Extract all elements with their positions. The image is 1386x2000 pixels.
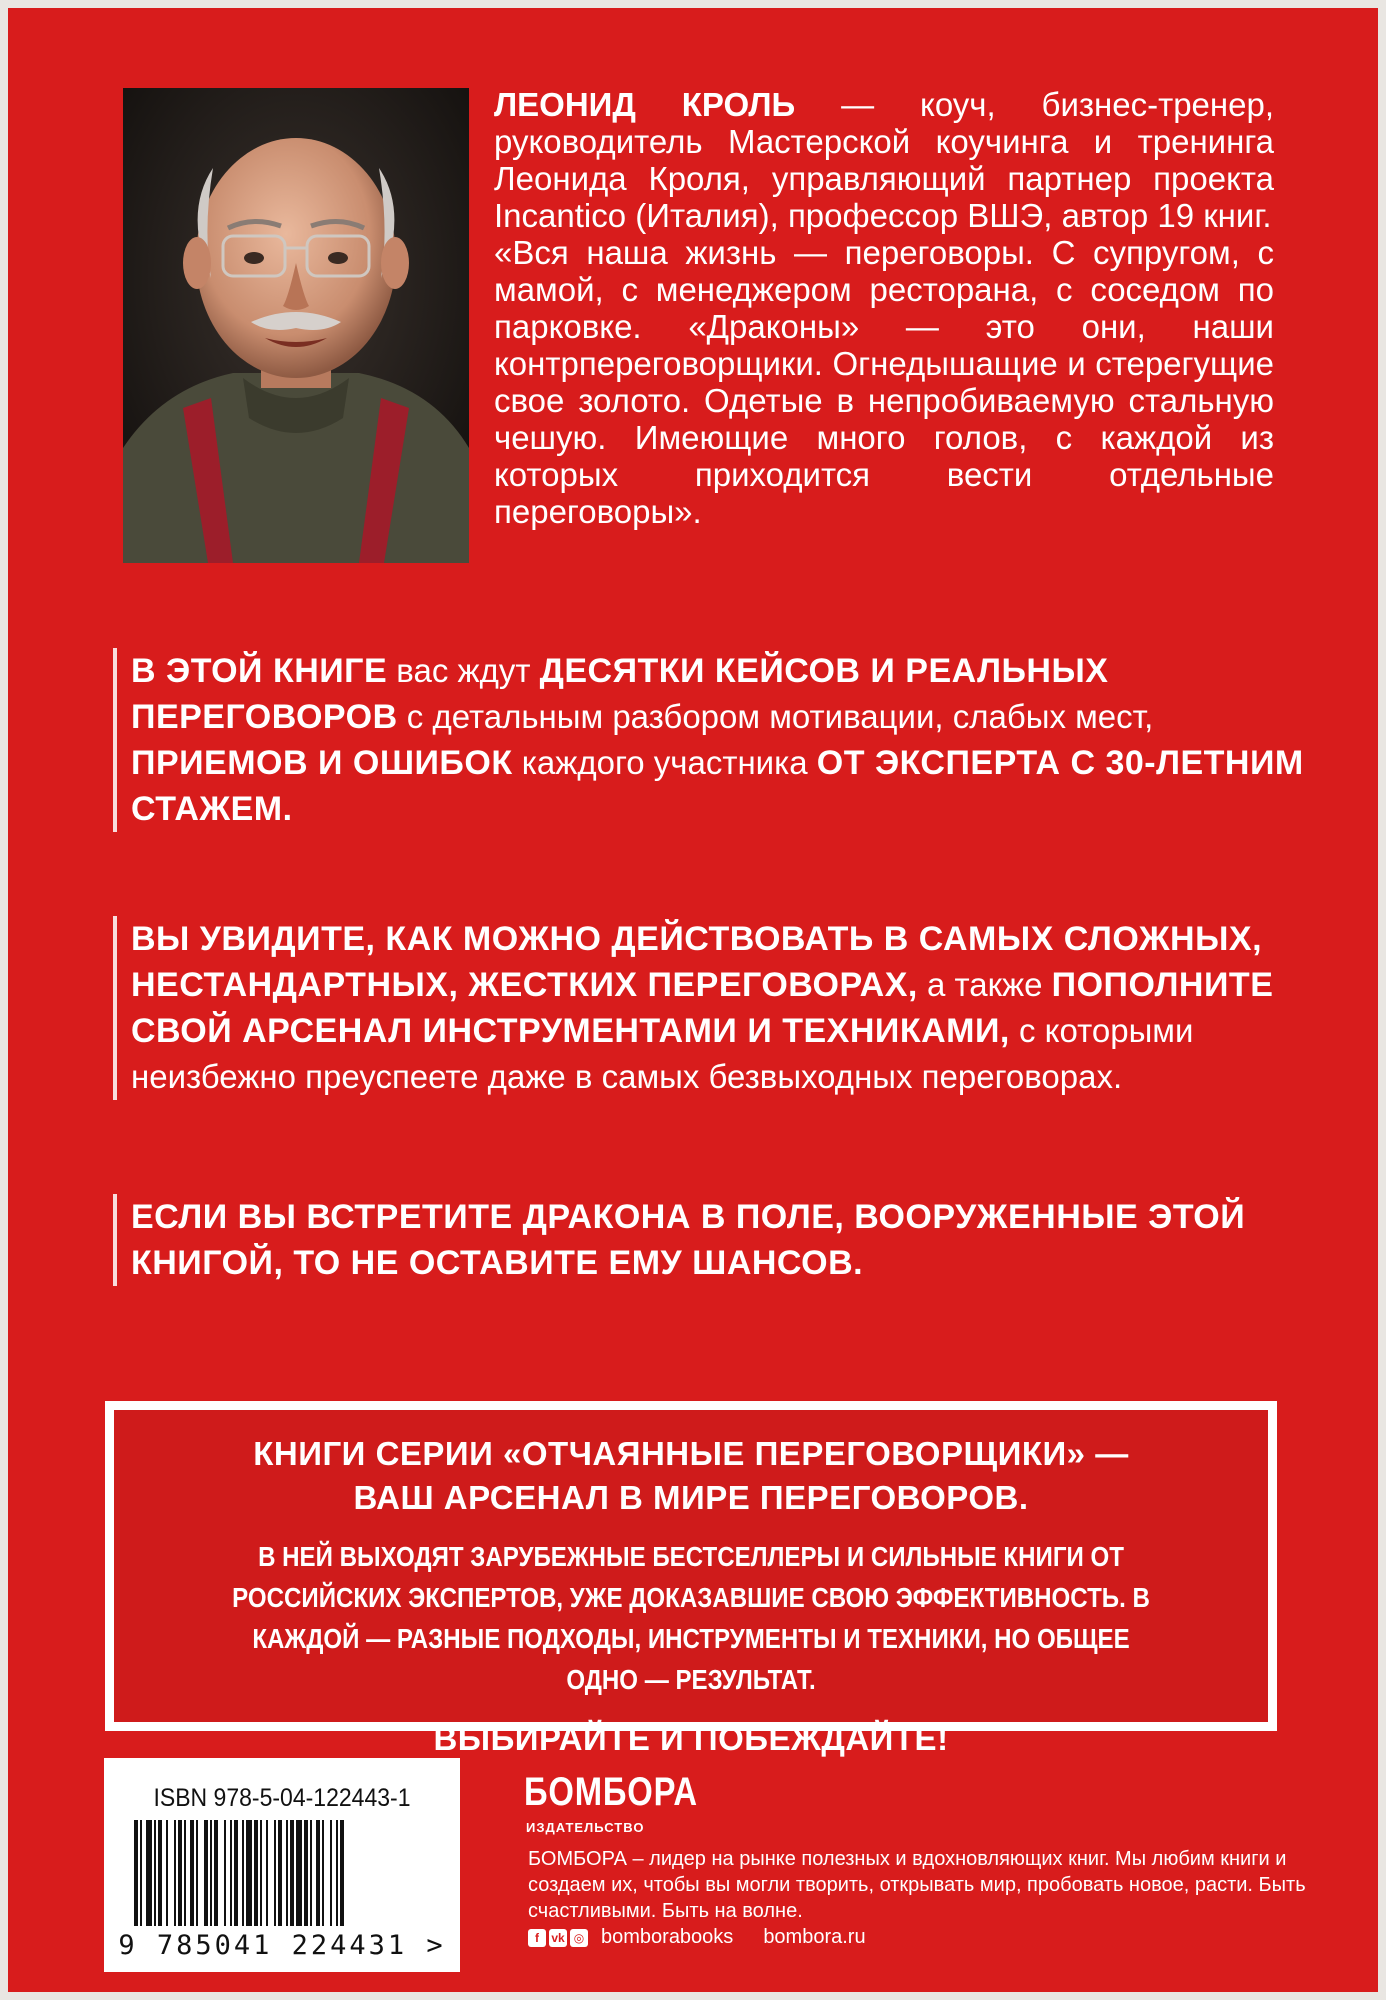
blurb1-part7: ОТ ЭКСПЕРТА С 30-ЛЕТНИМ СТАЖЕМ. — [131, 744, 1304, 828]
barcode-bar — [230, 1820, 232, 1926]
barcode-label — [104, 1758, 460, 1972]
barcode-bar — [304, 1820, 308, 1926]
instagram-icon[interactable]: ◎ — [570, 1929, 588, 1947]
series-box — [105, 1401, 1277, 1757]
publisher-description: БОМБОРА – лидер на рынке полезных и вдохновляющих книг. Мы любим книги и создаем их, чтобы вы могли творить, открывать мир, пробовать новое, расти. Быть счастливыми. Быть на волне. — [528, 1848, 1306, 1922]
blurb1-part6: каждого участника — [512, 744, 817, 781]
barcode-digits: 9 785041 224431 > — [118, 1930, 446, 1961]
barcode-bar — [166, 1820, 168, 1926]
barcode-bar — [190, 1820, 194, 1926]
barcode-bar — [286, 1820, 288, 1926]
blurb2-part2: а также — [917, 966, 1052, 1003]
book-back-cover — [8, 8, 1378, 1992]
barcode-bar — [316, 1820, 320, 1926]
barcode-bar — [234, 1820, 238, 1926]
barcode-bar — [330, 1820, 332, 1926]
barcode-bar — [178, 1820, 182, 1926]
barcode-bar — [134, 1820, 138, 1926]
barcode-bar — [184, 1820, 186, 1926]
author-photo — [123, 88, 469, 563]
blurb1-part3: ДЕСЯТКИ КЕЙСОВ И РЕАЛЬНЫХ ПЕРЕГОВОРОВ — [131, 652, 1109, 736]
barcode-bar — [254, 1820, 258, 1926]
series-cta: ВЫБИРАЙТЕ И ПОБЕЖДАЙТЕ! — [433, 1720, 949, 1757]
barcode-bar — [260, 1820, 262, 1926]
series-body: В НЕЙ ВЫХОДЯТ ЗАРУБЕЖНЫЕ БЕСТСЕЛЛЕРЫ И СИЛЬНЫЕ КНИГИ ОТ РОССИЙСКИХ ЭКСПЕРТОВ, УЖЕ ДОКАЗАВШИЕ СВОЮ ЭФФЕКТИВНОСТЬ. В КАЖДОЙ — РАЗНЫЕ ПОДХОДЫ, ИНСТРУМЕНТЫ И ТЕХНИКИ, НО ОБЩЕЕ ОДНО — РЕЗУЛЬТАТ. — [232, 1541, 1150, 1695]
series-title-line1: КНИГИ СЕРИИ «ОТЧАЯННЫЕ ПЕРЕГОВОРЩИКИ» — — [253, 1435, 1129, 1472]
barcode-bar — [196, 1820, 198, 1926]
blurb1-part1: В ЭТОЙ КНИГЕ — [131, 652, 388, 690]
barcode-bar — [154, 1820, 156, 1926]
facebook-icon[interactable]: f — [528, 1929, 546, 1947]
barcode-bar — [140, 1820, 142, 1926]
isbn-text: ISBN 978-5-04-122443-1 — [153, 1784, 411, 1812]
author-quote: «Вся наша жизнь — переговоры. С супругом, с мамой, с менеджером ресторана, с соседом по парковке. «Драконы» — это они, наши контрпереговорщики. Огнедышащие и стерегущие свое золото. Одетые в непробиваемую стальную чешую. Имеющие много голов, с каждой из которых приходится вести отдельные переговоры». — [494, 234, 1274, 530]
barcode-bar — [278, 1820, 282, 1926]
blurb2-part3: ПОПОЛНИТЕ СВОЙ АРСЕНАЛ ИНСТРУМЕНТАМИ И ТЕХНИКАМИ, — [131, 966, 1274, 1050]
blurb2-part1: ВЫ УВИДИТЕ, КАК МОЖНО ДЕЙСТВОВАТЬ В САМЫХ СЛОЖНЫХ, НЕСТАНДАРТНЫХ, ЖЕСТКИХ ПЕРЕГОВОРАХ, — [131, 920, 1263, 1004]
vk-icon[interactable]: vk — [549, 1929, 567, 1947]
barcode-bar — [174, 1820, 176, 1926]
barcode-bar — [146, 1820, 152, 1926]
barcode-bar — [336, 1820, 338, 1926]
barcode-bar — [296, 1820, 302, 1926]
blurb1-part4: с детальным разбором мотивации, слабых мест, — [397, 698, 1154, 735]
barcode-bar — [274, 1820, 276, 1926]
publisher-site-link[interactable]: bombora.ru — [763, 1926, 866, 1948]
series-title — [114, 1432, 1268, 1520]
barcode-bar — [242, 1820, 244, 1926]
blurb1-part5: ПРИЕМОВ И ОШИБОК — [131, 744, 513, 782]
barcode-bar — [310, 1820, 312, 1926]
barcode-bar — [214, 1820, 218, 1926]
blurb2-part4: с которыми неизбежно преуспеете даже в самых безвыходных переговорах. — [131, 1012, 1194, 1095]
barcode-bar — [246, 1820, 252, 1926]
publisher-logo: БОМБОРА — [524, 1770, 698, 1814]
publisher-social — [528, 1926, 866, 1949]
barcode-bar — [210, 1820, 212, 1926]
barcode-bar — [224, 1820, 226, 1926]
barcode-bar — [158, 1820, 162, 1926]
barcode-bar — [266, 1820, 268, 1926]
barcode-bar — [340, 1820, 344, 1926]
barcode-bar — [204, 1820, 208, 1926]
blurb3-text: ЕСЛИ ВЫ ВСТРЕТИТЕ ДРАКОНА В ПОЛЕ, ВООРУЖЕННЫЕ ЭТОЙ КНИГОЙ, ТО НЕ ОСТАВИТЕ ЕМУ ШАНСОВ. — [131, 1198, 1246, 1282]
barcode-bar — [322, 1820, 324, 1926]
author-bio — [494, 86, 1274, 530]
author-bio-text: — коуч, бизнес-тренер, руководитель Мастерской коучинга и тренинга Леонида Кроля, управляющий партнер проекта Incantico (Италия), профессор ВШЭ, автор 19 книг. — [494, 86, 1275, 234]
series-title-line2: ВАШ АРСЕНАЛ В МИРЕ ПЕРЕГОВОРОВ. — [353, 1479, 1029, 1516]
author-name: ЛЕОНИД КРОЛЬ — [494, 86, 796, 123]
barcode-bar — [290, 1820, 294, 1926]
blurb-dragon — [113, 1194, 1311, 1286]
blurb-book-contents — [113, 648, 1311, 832]
publisher-logo-subtitle: ИЗДАТЕЛЬСТВО — [526, 1820, 645, 1835]
author-description — [494, 86, 1274, 234]
social-handle-link[interactable]: bomborabooks — [601, 1926, 734, 1948]
blurb1-part2: вас ждут — [387, 652, 540, 689]
blurb-benefits — [113, 916, 1311, 1100]
